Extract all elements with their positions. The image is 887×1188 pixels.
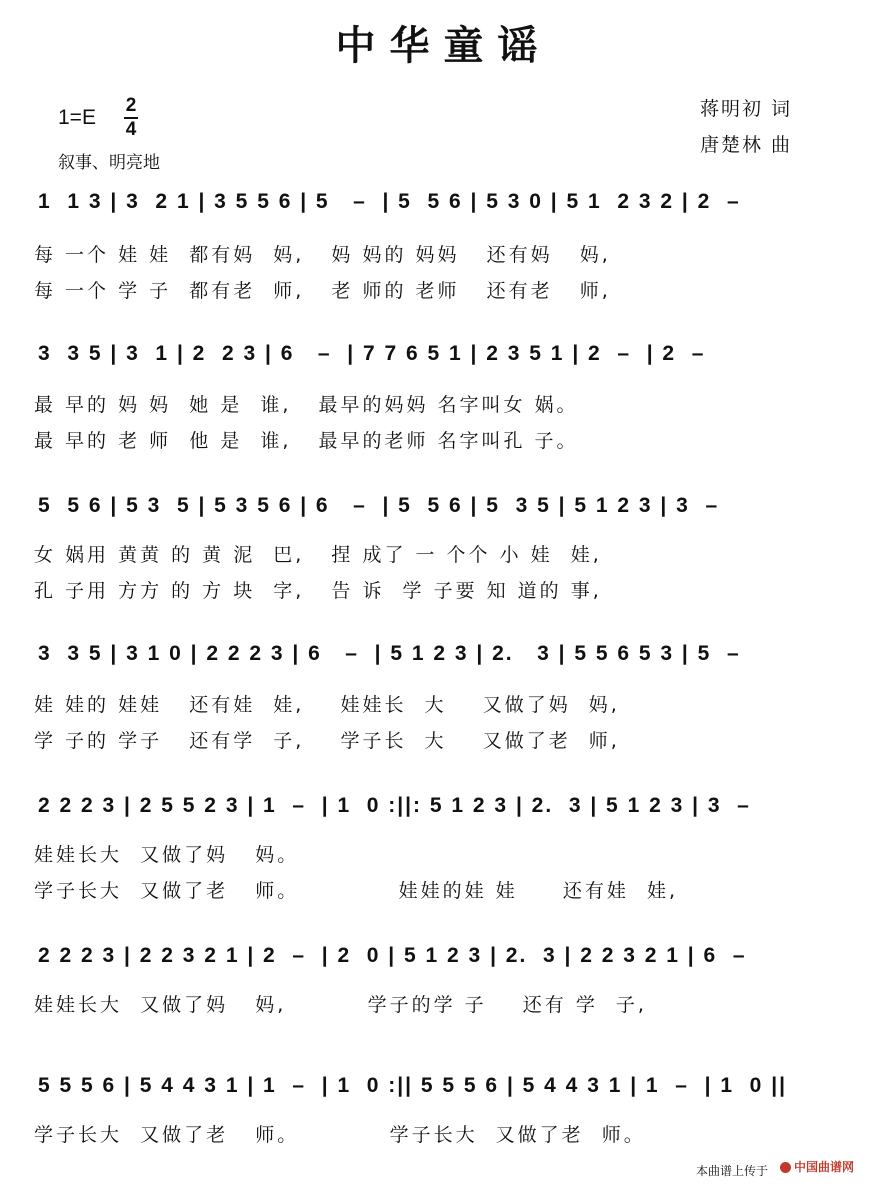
lyric-line: 娃娃长大 又做了妈 妈, 学子的学 子 还有 学 子, xyxy=(34,994,647,1016)
lyric-line: 学子长大 又做了老 师。 学子长大 又做了老 师。 xyxy=(34,1124,646,1146)
score-system xyxy=(0,494,887,534)
lyric-line: 每 一个 学 子 都有老 师, 老 师的 老师 还有老 师, xyxy=(34,280,611,302)
composer-credit: 唐楚林 曲 xyxy=(700,134,793,156)
notation-line: 2 2 2 3 | 2 5 5 2 3 | 1 – | 1 0 :||: 5 1 2 3 | 2. 3 | 5 1 2 3 | 3 – xyxy=(38,794,751,817)
lyric-line: 学 子的 学子 还有学 子, 学子长 大 又做了老 师, xyxy=(34,730,620,752)
lyric-line: 学子长大 又做了老 师。 娃娃的娃 娃 还有娃 娃, xyxy=(34,880,678,902)
lyric-line: 孔 子用 方方 的 方 块 字, 告 诉 学 子要 知 道的 事, xyxy=(34,580,602,602)
notation-line: 2 2 2 3 | 2 2 3 2 1 | 2 – | 2 0 | 5 1 2 3 | 2. 3 | 2 2 3 2 1 | 6 – xyxy=(38,944,747,967)
upload-note: 本曲谱上传于 xyxy=(696,1164,769,1178)
time-sig-top: 2 xyxy=(125,95,137,116)
notation-line: 3 3 5 | 3 1 0 | 2 2 2 3 | 6 – | 5 1 2 3 | 2. 3 | 5 5 6 5 3 | 5 – xyxy=(38,642,741,665)
score-system xyxy=(0,190,887,230)
song-title: 中华童谣 xyxy=(335,22,552,69)
lyric-line: 女 娲用 黄黄 的 黄 泥 巴, 捏 成了 一 个个 小 娃 娃, xyxy=(34,544,602,566)
notation-line: 1 1 3 | 3 2 1 | 3 5 5 6 | 5 – | 5 5 6 | 5 3 0 | 5 1 2 3 2 | 2 – xyxy=(38,190,741,213)
key-signature: 1=E xyxy=(58,106,96,129)
logo-icon xyxy=(780,1162,791,1173)
site-logo[interactable] xyxy=(780,1158,854,1175)
score-system xyxy=(0,794,887,834)
score-system xyxy=(0,642,887,682)
score-system xyxy=(0,1074,887,1114)
lyric-line: 娃 娃的 娃娃 还有娃 娃, 娃娃长 大 又做了妈 妈, xyxy=(34,694,620,716)
site-logo-text: 中国曲谱网 xyxy=(794,1160,855,1174)
lyric-line: 娃娃长大 又做了妈 妈。 xyxy=(34,844,300,866)
tempo-mood: 叙事、明亮地 xyxy=(58,153,160,173)
notation-line: 5 5 5 6 | 5 4 4 3 1 | 1 – | 1 0 :|| 5 5 5 6 | 5 4 4 3 1 | 1 – | 1 0 || xyxy=(38,1074,787,1097)
lyricist-credit: 蒋明初 词 xyxy=(700,98,793,120)
score-system xyxy=(0,342,887,382)
lyric-line: 最 早的 老 师 他 是 谁, 最早的老师 名字叫孔 子。 xyxy=(34,430,579,452)
lyric-line: 每 一个 娃 娃 都有妈 妈, 妈 妈的 妈妈 还有妈 妈, xyxy=(34,244,611,266)
time-signature xyxy=(124,96,138,140)
lyric-line: 最 早的 妈 妈 她 是 谁, 最早的妈妈 名字叫女 娲。 xyxy=(34,394,579,416)
score-system xyxy=(0,944,887,984)
notation-line: 3 3 5 | 3 1 | 2 2 3 | 6 – | 7 7 6 5 1 | 2 3 5 1 | 2 – | 2 – xyxy=(38,342,706,365)
time-sig-bottom: 4 xyxy=(125,119,137,140)
notation-line: 5 5 6 | 5 3 5 | 5 3 5 6 | 6 – | 5 5 6 | 5 3 5 | 5 1 2 3 | 3 – xyxy=(38,494,720,517)
